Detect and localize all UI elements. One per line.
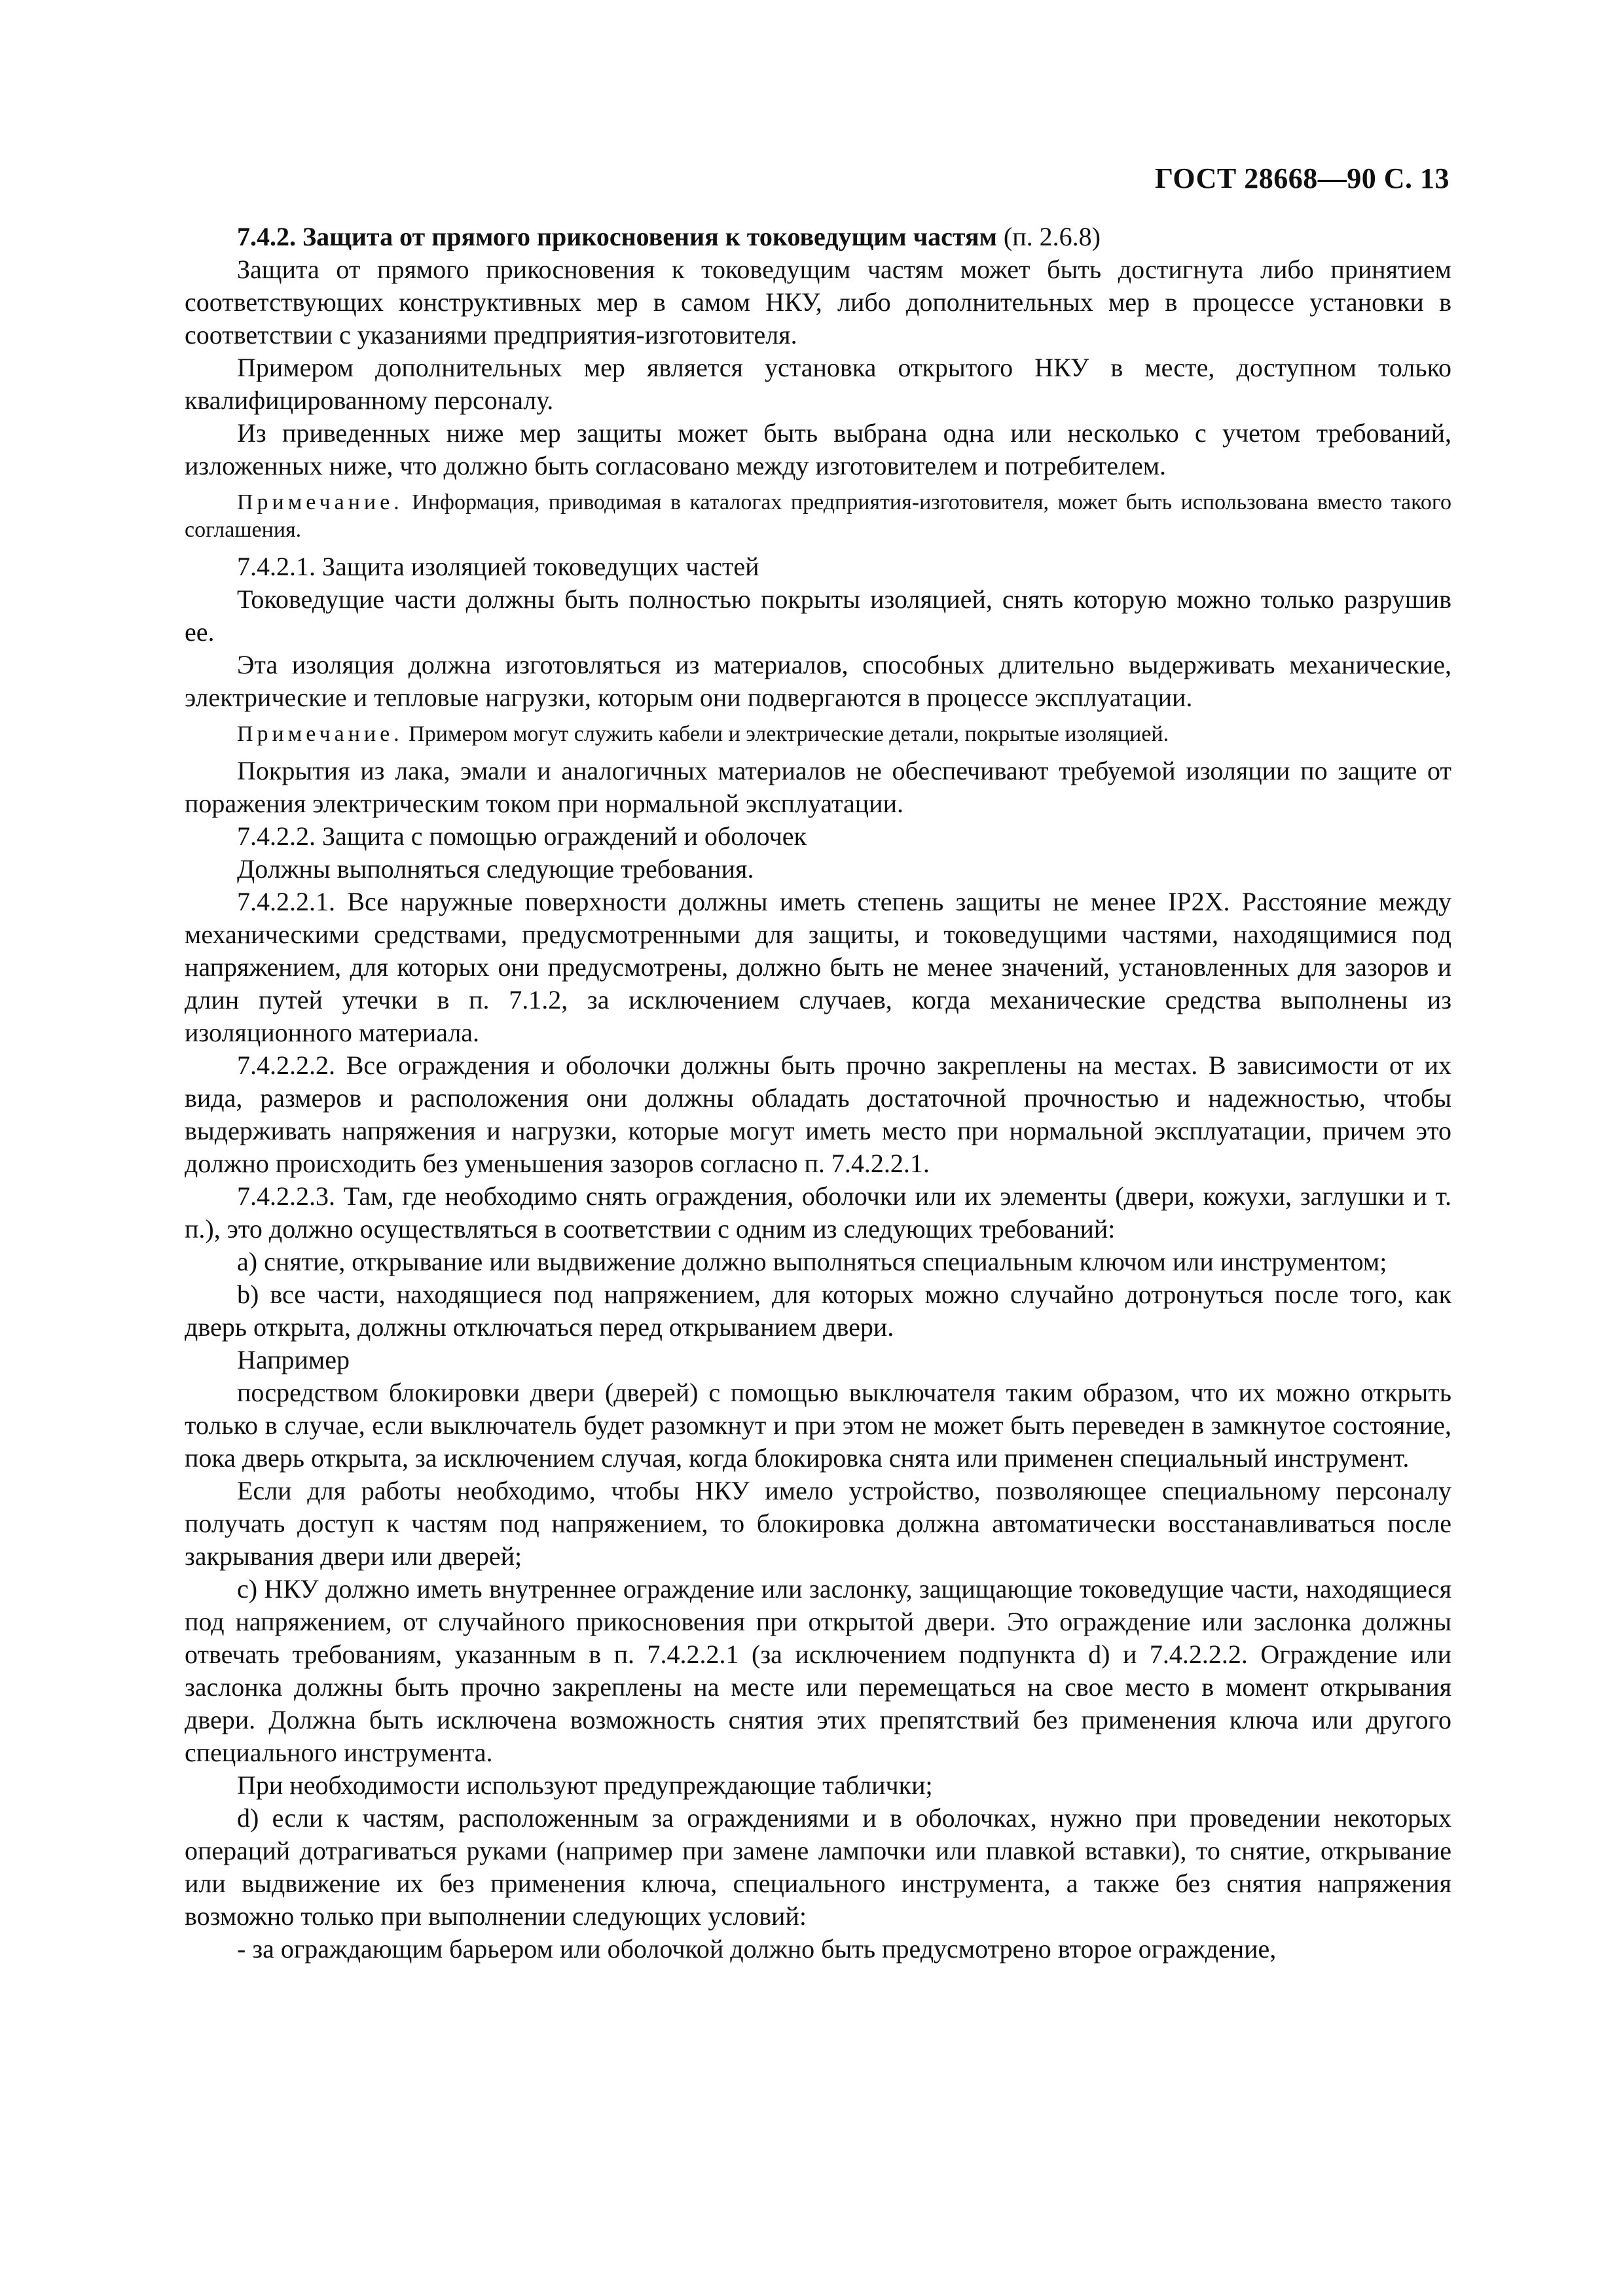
list-item-c: c) НКУ должно иметь внутреннее ограждение или заслонку, защищающие токоведущие части, находящиеся под напряжением, от случайного прикосновения при открытой двери. Это ограждение или заслонка должны отвечать требованиям, указанным в п. 7.4.2.2.1 (за исключением подпункта d) и 7.4.2.2.2. Ограждение или заслонка должны быть прочно закреплены на месте или перемещаться на свое место в момент открывания двери. Должна быть исключена возможность снятия этих препятствий без применения ключа или другого специального инструмента.	[185, 1574, 1451, 1767]
paragraph: Например	[237, 1345, 350, 1374]
note-label: Примечание.	[237, 722, 403, 746]
page-header: ГОСТ 28668—90 С. 13	[1154, 162, 1450, 194]
list-item-b: b) все части, находящиеся под напряжением, для которых можно случайно дотронуться после того, как дверь открыта, должны отключаться перед открыванием двери.	[185, 1280, 1451, 1342]
paragraph: Токоведущие части должны быть полностью покрыты изоляцией, снять которую можно только разрушив ее.	[185, 584, 1451, 647]
paragraph: Если для работы необходимо, чтобы НКУ имело устройство, позволяющее специальному персоналу получать доступ к частям под напряжением, то блокировка должна автоматически восстанавливаться после закрывания двери или дверей;	[185, 1476, 1451, 1571]
paragraph: Защита от прямого прикосновения к токоведущим частям может быть достигнута либо принятием соответствующих конструктивных мер в самом НКУ, либо дополнительных мер в процессе установки в соответствии с указаниями предприятия-изготовителя.	[185, 255, 1451, 350]
note	[185, 721, 1451, 748]
paragraph: Из приведенных ниже мер защиты может быть выбрана одна или несколько с учетом требований, изложенных ниже, что должно быть согласовано между изготовителем и потребителем.	[185, 418, 1451, 480]
paragraph: Должны выполняться следующие требования.	[237, 854, 754, 884]
paragraph: При необходимости используют предупреждающие таблички;	[237, 1770, 933, 1800]
note-text: Информация, приводимая в каталогах предприятия-изготовителя, может быть использована вместо такого соглашения.	[185, 490, 1451, 542]
note	[185, 489, 1451, 544]
note-text: Примером могут служить кабели и электрические детали, покрытые изоляцией.	[403, 722, 1169, 746]
subsection-title: 7.4.2.2. Защита с помощью ограждений и оболочек	[237, 821, 807, 851]
subsection-title: 7.4.2.1. Защита изоляцией токоведущих частей	[237, 552, 759, 581]
clause-7-4-2-2-1: 7.4.2.2.1. Все наружные поверхности должны иметь степень защиты не менее IP2X. Расстояние между механическими средствами, предусмотренными для защиты, и токоведущими частями, находящимися под напряжением, для которых они предусмотрены, должно быть не менее значений, установленных для зазоров и длин путей утечки в п. 7.1.2, за исключением случаев, когда механические средства выполнены из изоляционного материала.	[185, 887, 1451, 1047]
section-heading	[185, 221, 1451, 253]
note-label: Примечание.	[237, 490, 403, 514]
dash-item: - за ограждающим барьером или оболочкой должно быть предусмотрено второе ограждение,	[237, 1934, 1277, 1964]
document-body	[185, 221, 1451, 1965]
list-item-d: d) если к частям, расположенным за ограждениями и в оболочках, нужно при проведении некоторых операций дотрагиваться руками (например при замене лампочки или плавкой вставки), то снятие, открывание или выдвижение их без применения ключа, специального инструмента, а также без снятия напряжения возможно только при выполнении следующих условий:	[185, 1803, 1451, 1931]
paragraph: Покрытия из лака, эмали и аналогичных материалов не обеспечивают требуемой изоляции по защите от поражения электрическим током при нормальной эксплуатации.	[185, 756, 1451, 818]
clause-7-4-2-2-2: 7.4.2.2.2. Все ограждения и оболочки должны быть прочно закреплены на местах. В зависимости от их вида, размеров и расположения они должны обладать достаточной прочностью и надежностью, чтобы выдерживать напряжения и нагрузки, которые могут иметь место при нормальной эксплуатации, причем это должно происходить без уменьшения зазоров согласно п. 7.4.2.2.1.	[185, 1050, 1451, 1178]
clause-7-4-2-2-3: 7.4.2.2.3. Там, где необходимо снять ограждения, оболочки или их элементы (двери, кожухи, заглушки и т. п.), это должно осуществляться в соответствии с одним из следующих требований:	[185, 1181, 1451, 1244]
section-heading-title: 7.4.2. Защита от прямого прикосновения к токоведущим частям	[237, 222, 997, 251]
list-item-a: a) снятие, открывание или выдвижение должно выполняться специальным ключом или инструментом;	[237, 1247, 1387, 1276]
paragraph: Эта изоляция должна изготовляться из материалов, способных длительно выдерживать механические, электрические и тепловые нагрузки, которым они подвергаются в процессе эксплуатации.	[185, 650, 1451, 712]
paragraph: посредством блокировки двери (дверей) с помощью выключателя таким образом, что их можно открыть только в случае, если выключатель будет разомкнут и при этом не может быть переведен в замкнутое состояние, пока дверь открыта, за исключением случая, когда блокировка снята или применен специальный инструмент.	[185, 1378, 1451, 1473]
section-heading-ref: (п. 2.6.8)	[996, 222, 1101, 251]
paragraph: Примером дополнительных мер является установка открытого НКУ в месте, доступном только квалифицированному персоналу.	[185, 353, 1451, 415]
